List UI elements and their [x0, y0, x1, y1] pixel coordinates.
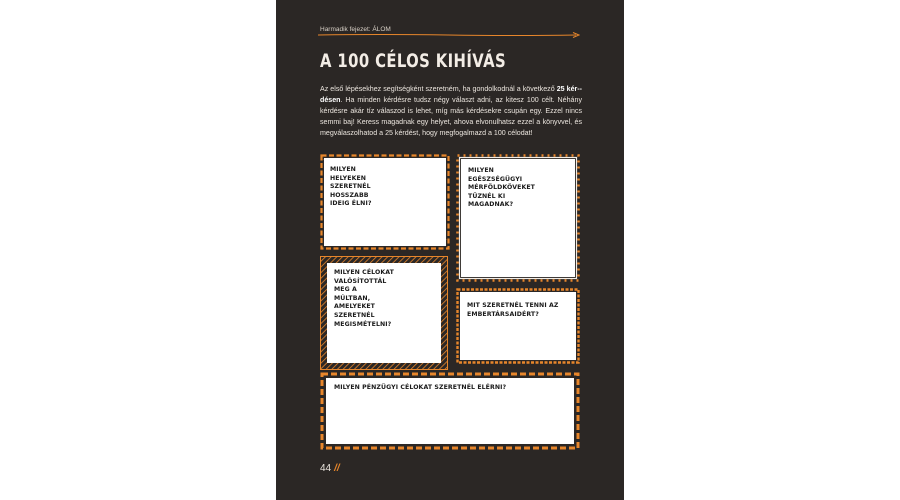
page-footer: [320, 463, 340, 474]
question-others: MIT SZERETNÉL TENNI AZ EMBERTÁRSAIDÉRT?: [467, 302, 559, 318]
intro-text-end: . Ha minden kérdésre tudsz négy választ adni, az kitesz 100 célt. Néhány kérdésre akár tíz válaszod is lehet, míg más kérdésekre csupán egy. Ezzel nincs semmi baj! Keress magadnak egy helyet, ahova elvonulhatsz ezzel a könyvvel, és megválaszolhatod a 25 kérdést, hogy megfogalmazd a 100 célodat!: [320, 96, 582, 137]
question-finance: MILYEN PÉNZÜGYI CÉLOKAT SZERETNÉL ELÉRNI?: [334, 384, 507, 391]
answer-box-others[interactable]: [456, 288, 580, 364]
intro-text-bold: 25 kér-désen: [320, 85, 583, 104]
question-past-goals: MILYEN CÉLOKAT VALÓSÍTOTTÁL MEG A MÚLTBAN, AMELYEKET SZERETNÉL MEGISMÉTELNI?: [334, 269, 394, 328]
question-health: MILYEN EGÉSZSÉGÜGYI MÉRFÖLDKÖVEKET TŰZNÉL KI MAGADNAK?: [468, 167, 535, 209]
answer-box-health[interactable]: [456, 154, 580, 282]
intro-paragraph: [320, 84, 582, 139]
chapter-divider: [318, 32, 580, 38]
answer-box-finance[interactable]: [320, 372, 580, 450]
question-places: MILYEN HELYEKEN SZERETNÉL HOSSZABB IDEIG ÉLNI?: [330, 166, 372, 208]
page-number-slash: //: [334, 463, 340, 474]
book-page: [276, 0, 624, 500]
page-number: 44: [320, 463, 332, 474]
page-title: A 100 CÉLOS KIHÍVÁS: [320, 50, 507, 72]
intro-text-start: Az első lépésekhez segítségként szeretném, ha gondolkodnál a következő: [320, 85, 557, 93]
chapter-header: Harmadik fejezet: ÁLOM: [320, 26, 391, 33]
answer-box-past-goals[interactable]: [320, 256, 448, 370]
answer-box-places[interactable]: [320, 154, 450, 250]
